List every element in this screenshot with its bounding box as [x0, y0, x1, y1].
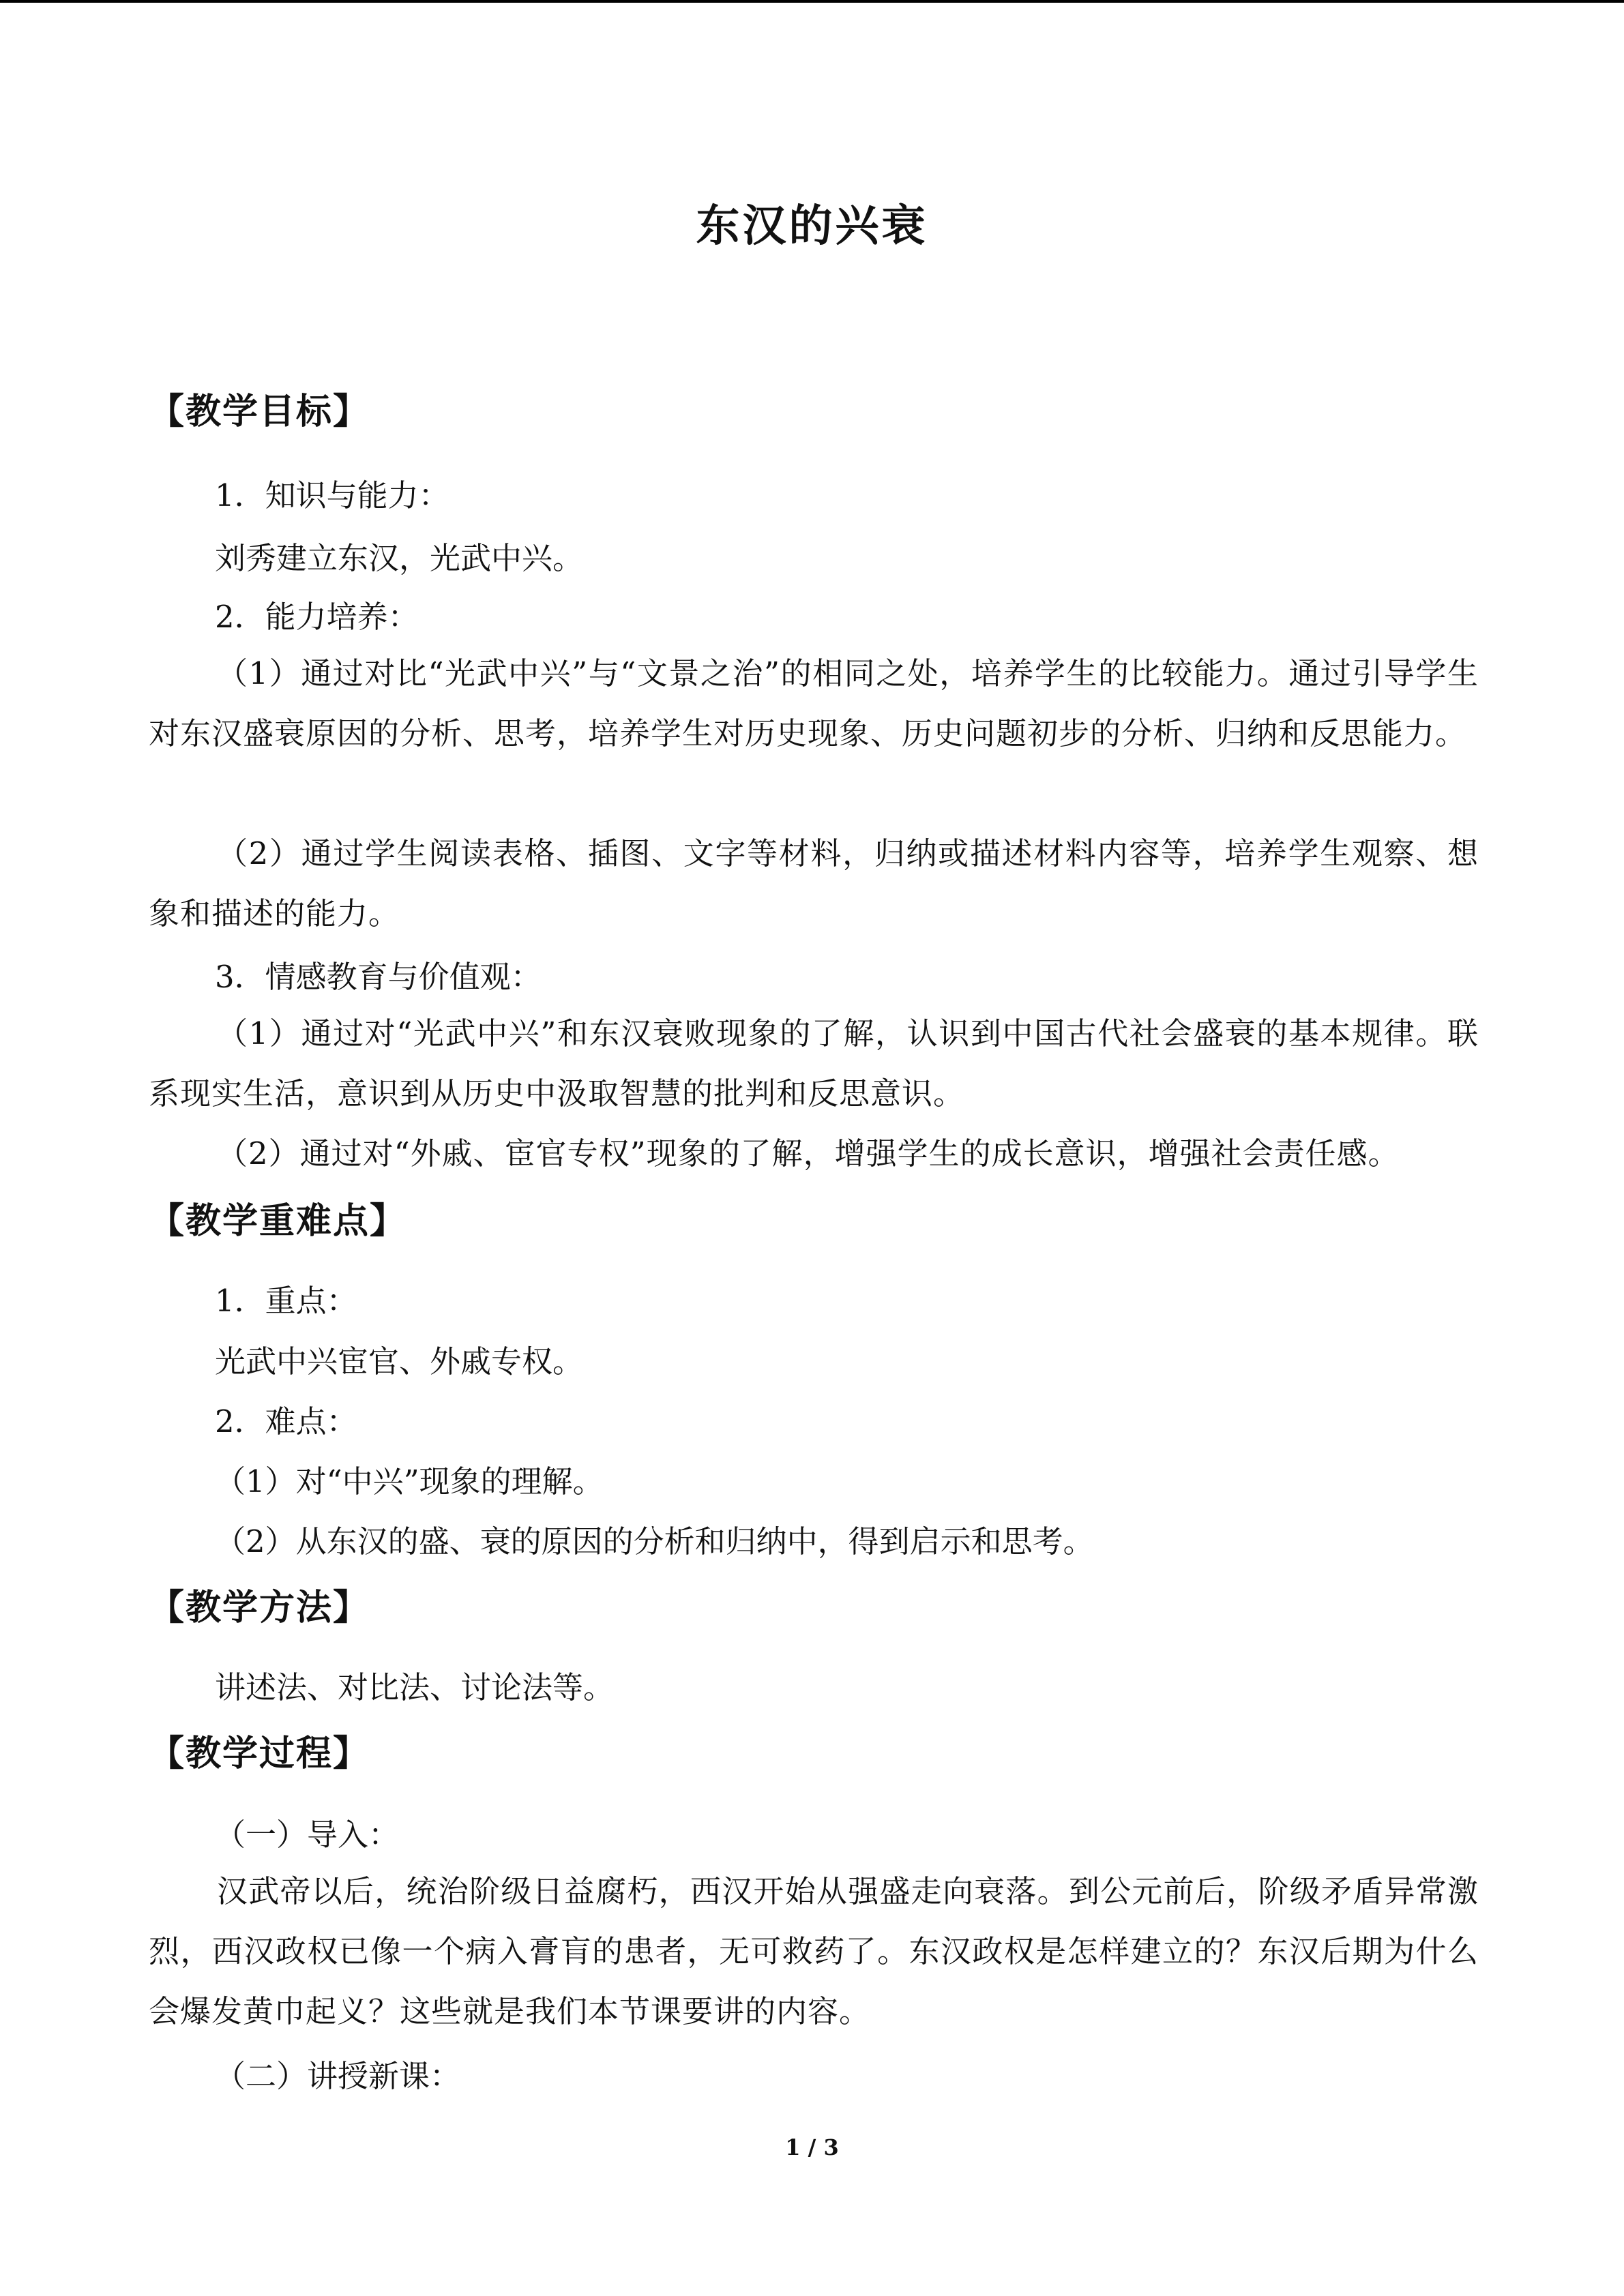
process-new-lesson-label: （二）讲授新课： [215, 2058, 461, 2094]
goals-item-3-paragraph-2: （2）通过对“外戚、宦官专权”现象的了解，增强学生的成长意识，增强社会责任感。 [217, 1135, 1400, 1172]
goals-item-2-paragraph-2: （2）通过学生阅读表格、插图、文字等材料，归纳或描述材料内容等，培养学生观察、想象和描述的能力。 [149, 835, 1479, 931]
process-intro-paragraph: 汉武帝以后，统治阶级日益腐朽，西汉开始从强盛走向衰落。到公元前后，阶级矛盾异常激烈，西汉政权已像一个病入膏肓的患者，无可救药了。东汉政权是怎样建立的？东汉后期为什么会爆发黄巾起义？这些就是我们本节课要讲的内容。 [149, 1873, 1479, 2029]
goals-item-2: 2．能力培养： [215, 599, 419, 635]
page-number: 1 / 3 [785, 2134, 839, 2160]
heading-teaching-goals: 【教学目标】 [149, 391, 370, 432]
heading-teaching-process: 【教学过程】 [149, 1733, 370, 1774]
document-title: 东汉的兴衰 [696, 201, 928, 252]
heading-key-difficult-points: 【教学重难点】 [149, 1201, 407, 1242]
key-points-item-2-paragraph-2: （2）从东汉的盛、衰的原因的分析和归纳中，得到启示和思考。 [215, 1523, 1094, 1560]
key-points-item-1: 1．重点： [215, 1283, 357, 1319]
goals-item-3: 3．情感教育与价值观： [215, 959, 542, 995]
goals-item-2-paragraph-1: （1）通过对比“光武中兴”与“文景之治”的相同之处，培养学生的比较能力。通过引导学生对东汉盛衰原因的分析、思考，培养学生对历史现象、历史问题初步的分析、归纳和反思能力。 [149, 655, 1479, 751]
heading-teaching-methods: 【教学方法】 [149, 1587, 370, 1628]
key-points-item-2-paragraph-1: （1）对“中兴”现象的理解。 [215, 1463, 604, 1500]
goals-item-3-paragraph-1: （1）通过对“光武中兴”和东汉衰败现象的了解，认识到中国古代社会盛衰的基本规律。联系现实生活，意识到从历史中汲取智慧的批判和反思意识。 [149, 1015, 1479, 1112]
methods-text: 讲述法、对比法、讨论法等。 [215, 1669, 615, 1705]
goals-item-1: 1．知识与能力： [215, 477, 449, 513]
key-points-item-1-text: 光武中兴宦官、外戚专权。 [215, 1343, 584, 1380]
process-intro-label: （一）导入： [215, 1817, 400, 1853]
key-points-item-2: 2．难点： [215, 1403, 357, 1440]
goals-item-1-text: 刘秀建立东汉，光武中兴。 [215, 540, 584, 576]
